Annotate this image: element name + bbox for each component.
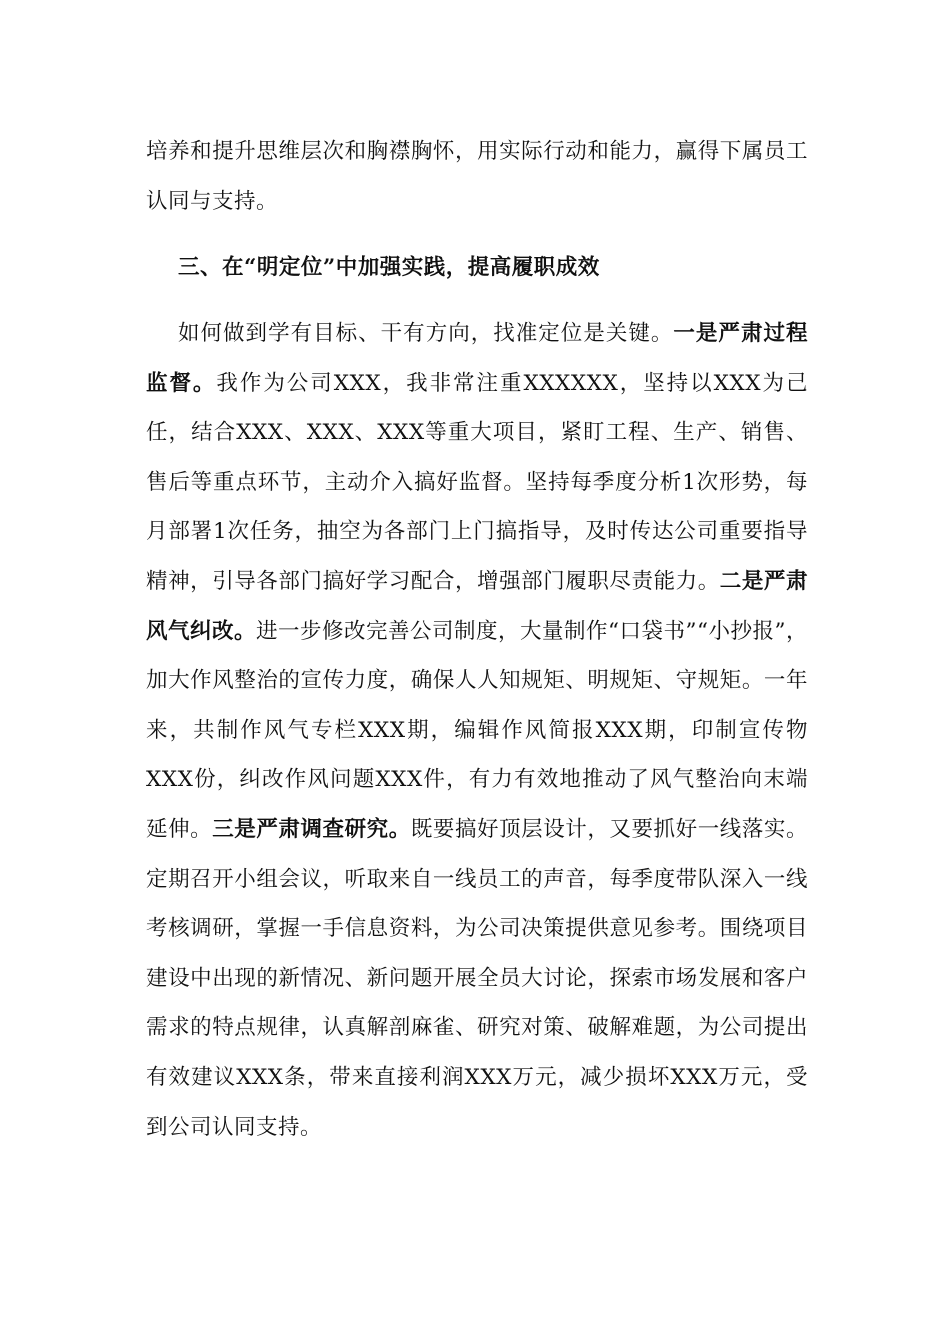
section-heading: 三、在“明定位”中加强实践，提高履职成效 <box>178 255 600 280</box>
point-1-text: 我作为公司XXX，我非常注重XXXXXX，坚持以XXX为己任，结合XXX、XXX、XXX等重大项目，紧盯工程、生产、销售、售后等重点环节，主动介入搞好监督。坚持每季度分析1次形势，每月部署1次任务，抽空为各部门上门搞指导，及时传达公司重要指导精神，引导各部门搞好学习配合，增强部门履职尽责能力。 <box>146 370 808 594</box>
point-1-title: 一是严肃过程监督。 <box>146 321 808 396</box>
point-2-text: 进一步修改完善公司制度，大量制作“口袋书”“小抄报”，加大作风整治的宣传力度，确保人人知规矩、明规矩、守规矩。一年来，共制作风气专栏XXX期，编辑作风简报XXX期，印制宣传物XXX份，纠改作风问题XXX件，有力有效地推动了风气整治向末端延伸。 <box>146 618 808 842</box>
point-3-title: 三是严肃调查研究。 <box>212 816 411 842</box>
point-3-text: 既要搞好顶层设计，又要抓好一线落实。定期召开小组会议，听取来自一线员工的声音，每季度带队深入一线考核调研，掌握一手信息资料，为公司决策提供意见参考。围绕项目建设中出现的新情况、新问题开展全员大讨论，探索市场发展和客户需求的特点规律，认真解剖麻雀、研究对策、破解难题，为公司提出有效建议XXX条，带来直接利润XXX万元，减少损坏XXX万元，受到公司认同支持。 <box>146 816 808 1140</box>
paragraph-intro: 如何做到学有目标、干有方向，找准定位是关键。 <box>178 321 674 346</box>
point-2-title: 二是严肃风气纠改。 <box>146 568 808 644</box>
paragraph-body <box>146 309 808 1152</box>
paragraph-continued: 培养和提升思维层次和胸襟胸怀，用实际行动和能力，赢得下属员工认同与支持。 <box>146 139 808 214</box>
